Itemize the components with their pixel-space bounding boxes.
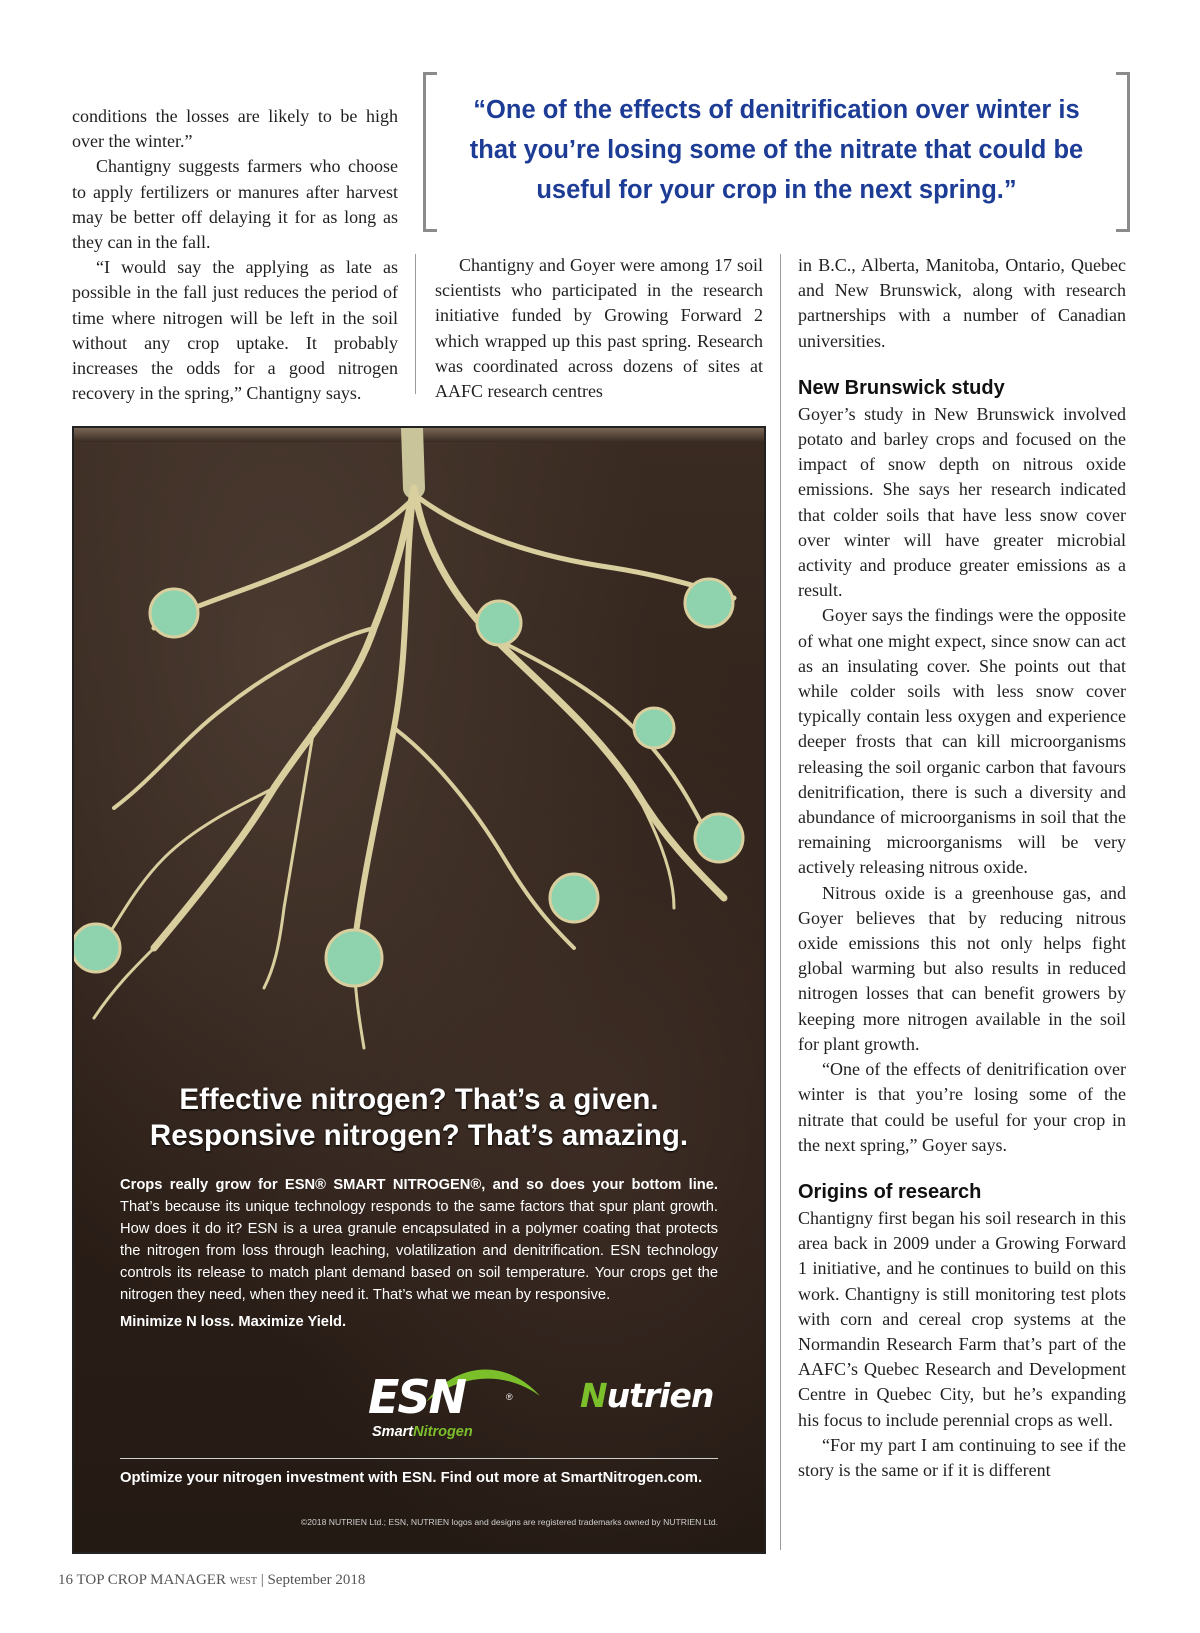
- paragraph: “I would say the applying as late as possible in the fall just reduces the period of time where nitrogen will be left in the soil without any crop uptake. It probably increases the odds for a good nitrogen recovery in the spring,” Chantigny says.: [72, 257, 398, 404]
- footer-separator: |: [260, 1572, 264, 1588]
- ad-body-text: That’s because its unique technology responds to the same factors that spur plant growth. How does it do it? ESN is a urea granule encapsulated in a polymer coating that protects the nitrogen from loss through leaching, volatilization and denitrification. ESN technology controls its release to match plant demand based on soil temperature. Your crops get the nitrogen they need, when they need it. That’s what we mean by responsive.: [120, 1199, 718, 1303]
- ad-legal-text: ©2018 NUTRIEN Ltd.; ESN, NUTRIEN logos and designs are registered trademarks owned by NUTRIEN Ltd.: [300, 1517, 718, 1527]
- section-heading-origins: Origins of research: [798, 1180, 982, 1203]
- esn-sub-nitrogen: Nitrogen: [413, 1424, 473, 1440]
- paragraph: Chantigny and Goyer were among 17 soil scientists who participated in the research initiative funded by Growing Forward 2 which wrapped up this past spring. Research was coordinated across dozens of sites at AAFC research centres: [435, 255, 763, 402]
- esn-sub-smart: Smart: [372, 1424, 414, 1440]
- paragraph: in B.C., Alberta, Manitoba, Ontario, Quebec and New Brunswick, along with research partnerships with a number of Canadian universities.: [798, 255, 1126, 351]
- esn-wordmark: ESN: [368, 1370, 466, 1424]
- column-divider: [415, 254, 416, 394]
- ad-divider: [120, 1458, 718, 1459]
- paragraph: Chantigny first began his soil research in this area back in 2009 under a Growing Forward 1 initiative, and he continues to build on this work. Chantigny is still monitoring test plots with corn and cereal crop systems at the Normandin Research Farm that’s part of the AAFC’s Quebec Research and Development Centre in Quebec City, but he’s expanding his focus to include perennial crops as well.: [798, 1207, 1126, 1430]
- esn-advertisement[interactable]: [72, 426, 766, 1554]
- article-column-middle: [435, 253, 763, 404]
- ad-body-lead: Crops really grow for ESN® SMART NITROGEN®, and so does your bottom line.: [120, 1177, 718, 1193]
- issue-date: September 2018: [267, 1572, 366, 1588]
- paragraph: Nitrous oxide is a greenhouse gas, and Goyer believes that by reducing nitrous oxide emissions this not only helps fight global warming but also results in reduced nitrogen losses that can benefit growers by keeping more nitrogen available in the soil for plant growth.: [798, 882, 1126, 1054]
- page-footer: [58, 1572, 365, 1589]
- magazine-edition: WEST: [229, 1576, 257, 1587]
- article-column-left: [72, 104, 398, 406]
- esn-smart-nitrogen-logo: [364, 1358, 564, 1448]
- esn-registered-mark: ®: [506, 1392, 513, 1402]
- ad-body-copy: [120, 1174, 718, 1306]
- ad-headline-line-2: Responsive nitrogen? That’s amazing.: [149, 1119, 689, 1152]
- nutrien-logo: [580, 1376, 713, 1415]
- paragraph: Goyer says the findings were the opposite of what one might expect, since snow can act as an insulating cover. She points out that while colder soils with less snow cover typically contain less oxygen and experience deeper frosts that can kill microorganisms releasing the soil organic carbon that favours denitrification, there is such a diversity and abundance of microorganisms in soil that the remaining microorganisms will be very actively releasing nitrous oxide.: [798, 605, 1126, 878]
- ad-headline-line-1: Effective nitrogen? That’s a given.: [179, 1083, 659, 1116]
- pull-quote: [423, 72, 1130, 232]
- pull-quote-bracket-left: [423, 72, 437, 232]
- esn-sub-wordmark: [372, 1424, 473, 1440]
- paragraph: “For my part I am continuing to see if the story is the same or if it is different: [798, 1434, 1126, 1480]
- magazine-name: TOP CROP MANAGER: [76, 1572, 226, 1588]
- ad-call-to-action[interactable]: Optimize your nitrogen investment with ESN. Find out more at SmartNitrogen.com.: [120, 1470, 703, 1486]
- paragraph: Chantigny suggests farmers who choose to apply fertilizers or manures after harvest may be better off delaying it for as long as they can in the fall.: [72, 156, 398, 253]
- paragraph: “One of the effects of denitrification over winter is that you’re losing some of the nitrate that could be useful for your crop in the next spring,” Goyer says.: [798, 1059, 1126, 1155]
- paragraph: conditions the losses are likely to be high over the winter.”: [72, 106, 398, 152]
- column-divider: [780, 254, 781, 1550]
- pull-quote-bracket-right: [1116, 72, 1130, 232]
- ad-tagline: Minimize N loss. Maximize Yield.: [120, 1314, 347, 1330]
- article-column-right: [798, 253, 1126, 1483]
- paragraph: Goyer’s study in New Brunswick involved potato and barley crops and focused on the impact of snow depth on nitrous oxide emissions. She says her research indicated that colder soils that have less snow cover over winter will have greater microbial activity and produce greater emissions as a result.: [798, 403, 1126, 601]
- nutrien-logo-n: N: [580, 1376, 607, 1415]
- nutrien-logo-rest: utrien: [606, 1376, 714, 1415]
- ad-headline: [74, 1082, 764, 1154]
- page-number: 16: [58, 1572, 73, 1588]
- section-heading-new-brunswick: New Brunswick study: [798, 376, 1005, 399]
- pull-quote-text: “One of the effects of denitrification over winter is that you’re losing some of the nitrate that could be useful for your crop in the next spring.”: [469, 96, 1084, 204]
